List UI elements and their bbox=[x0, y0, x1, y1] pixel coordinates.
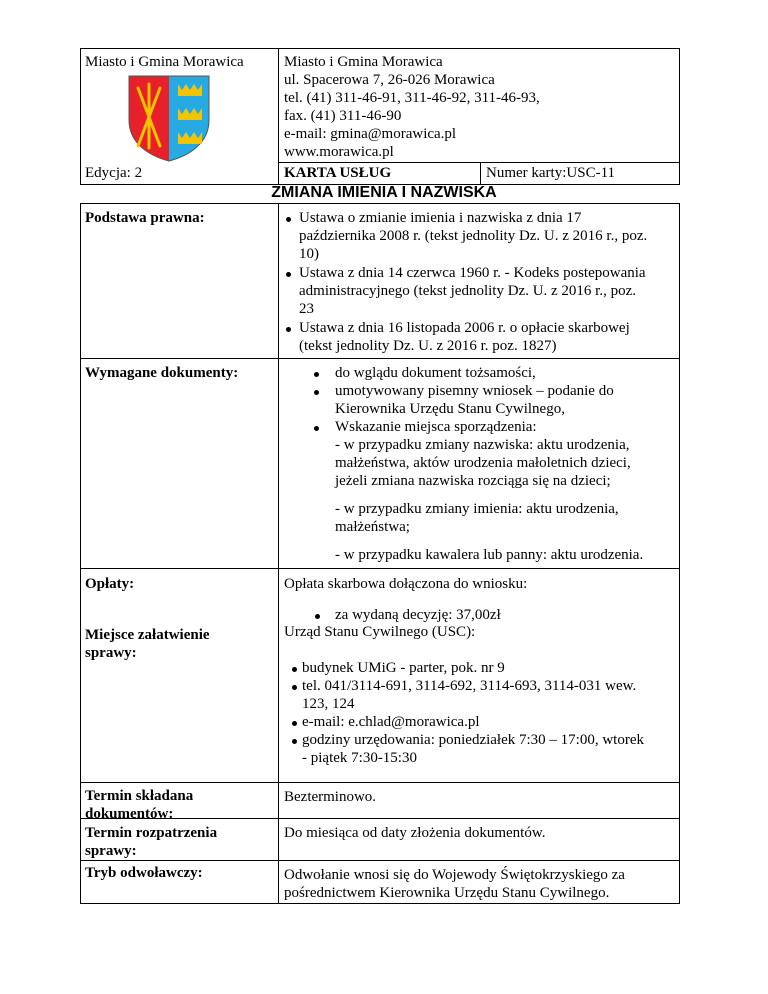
submit-deadline-value: Bezterminowo. bbox=[284, 789, 377, 805]
address-line: Miasto i Gmina Morawica bbox=[284, 54, 443, 70]
card-row-divider bbox=[480, 162, 481, 184]
bullet-icon bbox=[286, 217, 291, 222]
place-item: 123, 124 bbox=[302, 696, 355, 712]
submit-deadline-label: dokumentów: bbox=[85, 806, 174, 822]
card-number: Numer karty:USC-11 bbox=[486, 165, 616, 181]
place-label: sprawy: bbox=[85, 645, 137, 661]
bullet-icon bbox=[286, 327, 291, 332]
legal-item-line: Ustawa z dnia 16 listopada 2006 r. o opłacie skarbowej bbox=[299, 320, 630, 336]
document-item: umotywowany pisemny wniosek – podanie do bbox=[335, 383, 614, 399]
legal-item-line: 23 bbox=[299, 301, 314, 317]
legal-item-line: Ustawa o zmianie imienia i nazwiska z dnia 17 bbox=[299, 210, 582, 226]
fees-intro: Opłata skarbowa dołączona do wniosku: bbox=[284, 576, 528, 592]
place-item: e-mail: e.chlad@morawica.pl bbox=[302, 714, 480, 730]
table-border-left-header bbox=[80, 48, 81, 184]
table-border-right-body bbox=[679, 203, 680, 903]
place-item: budynek UMiG - parter, pok. nr 9 bbox=[302, 660, 505, 676]
bullet-icon bbox=[292, 739, 297, 744]
required-documents-label: Wymagane dokumenty: bbox=[85, 365, 239, 381]
table-border-bottom bbox=[80, 903, 680, 904]
row-line-legal bbox=[80, 358, 680, 359]
org-name-left: Miasto i Gmina Morawica bbox=[85, 54, 244, 70]
place-item: tel. 041/3114-691, 3114-692, 3114-693, 3114-031 wew. bbox=[302, 678, 637, 694]
header-column-divider bbox=[278, 48, 279, 184]
bullet-icon bbox=[292, 667, 297, 672]
row-line-place bbox=[80, 782, 680, 783]
coat-of-arms-emblem bbox=[126, 74, 212, 162]
table-border-right-header bbox=[679, 48, 680, 184]
address-line: tel. (41) 311-46-91, 311-46-92, 311-46-93, bbox=[284, 90, 540, 106]
legal-item-line: Ustawa z dnia 14 czerwca 1960 r. - Kodeks postepowania bbox=[299, 265, 646, 281]
document-item: do wglądu dokument tożsamości, bbox=[335, 365, 536, 381]
review-deadline-label: sprawy: bbox=[85, 843, 137, 859]
address-line: ul. Spacerowa 7, 26-026 Morawica bbox=[284, 72, 495, 88]
fees-label: Opłaty: bbox=[85, 576, 135, 592]
row-line-review bbox=[80, 860, 680, 861]
document-item: - w przypadku kawalera lub panny: aktu urodzenia. bbox=[335, 547, 644, 563]
appeal-value: pośrednictwem Kierownika Urzędu Stanu Cywilnego. bbox=[284, 885, 610, 901]
document-item: - w przypadku zmiany imienia: aktu urodzenia, bbox=[335, 501, 619, 517]
document-item: Wskazanie miejsca sporządzenia: bbox=[335, 419, 537, 435]
table-border-top bbox=[80, 48, 680, 49]
legal-basis-label: Podstawa prawna: bbox=[85, 210, 205, 226]
review-deadline-label: Termin rozpatrzenia bbox=[85, 825, 218, 841]
table-border-left-body bbox=[80, 203, 81, 903]
address-line: www.morawica.pl bbox=[284, 144, 394, 160]
bullet-icon bbox=[286, 272, 291, 277]
place-item: - piątek 7:30-15:30 bbox=[302, 750, 417, 766]
title-bottom-line bbox=[80, 203, 680, 204]
edition-label: Edycja: 2 bbox=[85, 165, 143, 181]
bullet-icon bbox=[292, 685, 297, 690]
bullet-icon bbox=[292, 721, 297, 726]
address-line: e-mail: gmina@morawica.pl bbox=[284, 126, 457, 142]
appeal-value: Odwołanie wnosi się do Wojewody Świętokrzyskiego za bbox=[284, 867, 625, 883]
document-item: małżeństwa; bbox=[335, 519, 410, 535]
document-item: małżeństwa, aktów urodzenia małoletnich dzieci, bbox=[335, 455, 631, 471]
place-label: Miejsce załatwienie bbox=[85, 627, 210, 643]
review-deadline-value: Do miesiąca od daty złożenia dokumentów. bbox=[284, 825, 546, 841]
document-item: Kierownika Urzędu Stanu Cywilnego, bbox=[335, 401, 565, 417]
bullet-icon bbox=[314, 426, 319, 431]
submit-deadline-label: Termin składana bbox=[85, 788, 194, 804]
legal-item-line: administracyjnego (tekst jednolity Dz. U. z 2016 r., poz. bbox=[299, 283, 637, 299]
address-line: fax. (41) 311-46-90 bbox=[284, 108, 402, 124]
row-line-documents bbox=[80, 568, 680, 569]
place-item: godziny urzędowania: poniedziałek 7:30 – 17:00, wtorek bbox=[302, 732, 644, 748]
appeal-label: Tryb odwoławczy: bbox=[85, 865, 203, 881]
card-label: KARTA USŁUG bbox=[284, 165, 392, 181]
bullet-icon bbox=[314, 390, 319, 395]
page-title: ZMIANA IMIENIA I NAZWISKA bbox=[271, 184, 497, 201]
document-item: - w przypadku zmiany nazwiska: aktu urodzenia, bbox=[335, 437, 630, 453]
body-column-divider bbox=[278, 203, 279, 903]
bullet-icon bbox=[314, 372, 319, 377]
legal-item-line: (tekst jednolity Dz. U. z 2016 r. poz. 1827) bbox=[299, 338, 557, 354]
fee-item: za wydaną decyzję: 37,00zł bbox=[335, 607, 501, 623]
card-row-top-line bbox=[278, 162, 679, 163]
bullet-icon bbox=[315, 614, 320, 619]
document-item: jeżeli zmiana nazwiska rozciąga się na dzieci; bbox=[335, 473, 611, 489]
legal-item-line: października 2008 r. (tekst jednolity Dz. U. z 2016 r., poz. bbox=[299, 228, 648, 244]
legal-item-line: 10) bbox=[299, 246, 319, 262]
place-intro: Urząd Stanu Cywilnego (USC): bbox=[284, 624, 476, 640]
